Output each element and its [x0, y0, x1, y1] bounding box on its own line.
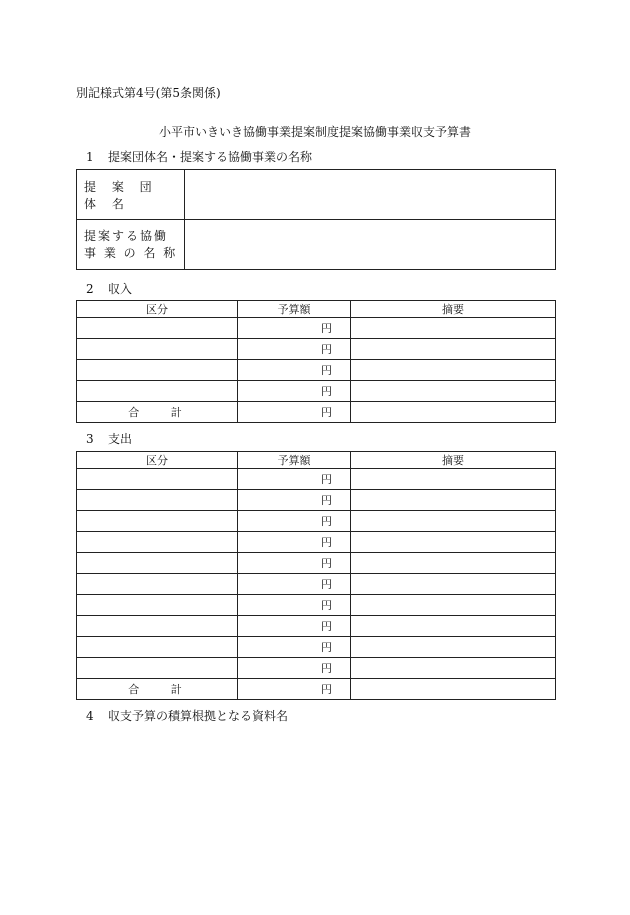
- project-name-label-line1: 提案する協働: [84, 228, 169, 243]
- income-total-amount[interactable]: 円: [238, 402, 351, 423]
- expense-total-row: [77, 679, 556, 700]
- income-total-label: 合 計: [77, 402, 238, 423]
- expense-amount-cell[interactable]: 円: [238, 490, 351, 511]
- document-title: 小平市いきいき協働事業提案制度提案協働事業収支予算書: [158, 125, 471, 139]
- income-tekiyo-cell[interactable]: [351, 318, 556, 339]
- expense-row: [77, 511, 556, 532]
- project-name-label: [77, 220, 185, 270]
- expense-kubun-cell[interactable]: [77, 490, 238, 511]
- project-name-row: [77, 220, 556, 270]
- expense-amount-cell[interactable]: 円: [238, 616, 351, 637]
- income-col-tekiyo: 摘要: [351, 301, 556, 318]
- expense-amount-cell[interactable]: 円: [238, 595, 351, 616]
- expense-kubun-cell[interactable]: [77, 469, 238, 490]
- org-info-table: [76, 169, 556, 270]
- income-tekiyo-cell[interactable]: [351, 339, 556, 360]
- income-header-row: [77, 301, 556, 318]
- income-kubun-cell[interactable]: [77, 318, 238, 339]
- expense-tekiyo-cell[interactable]: [351, 658, 556, 679]
- expense-row: [77, 637, 556, 658]
- expense-row: [77, 490, 556, 511]
- income-total-row: [77, 402, 556, 423]
- income-col-yosan: 予算額: [238, 301, 351, 318]
- expense-total-label: 合 計: [77, 679, 238, 700]
- section-3-heading: [86, 430, 132, 447]
- expense-col-kubun: 区分: [77, 452, 238, 469]
- expense-row: [77, 658, 556, 679]
- income-row: [77, 381, 556, 402]
- section-1-number: 1: [86, 150, 94, 164]
- expense-kubun-cell[interactable]: [77, 616, 238, 637]
- expense-tekiyo-cell[interactable]: [351, 637, 556, 658]
- income-tekiyo-cell[interactable]: [351, 381, 556, 402]
- expense-table: [76, 451, 556, 700]
- expense-row: [77, 595, 556, 616]
- expense-amount-cell[interactable]: 円: [238, 532, 351, 553]
- section-3-number: 3: [86, 432, 94, 446]
- expense-amount-cell[interactable]: 円: [238, 658, 351, 679]
- expense-amount-cell[interactable]: 円: [238, 637, 351, 658]
- section-2-title: 収入: [108, 282, 133, 296]
- project-name-field[interactable]: [185, 220, 556, 270]
- expense-kubun-cell[interactable]: [77, 574, 238, 595]
- expense-row: [77, 553, 556, 574]
- income-amount-cell[interactable]: 円: [238, 360, 351, 381]
- org-name-label: 提 案 団 体 名: [77, 170, 185, 220]
- expense-kubun-cell[interactable]: [77, 658, 238, 679]
- org-name-row: [77, 170, 556, 220]
- expense-amount-cell[interactable]: 円: [238, 511, 351, 532]
- project-name-label-line2: 事 業 の 名 称: [84, 245, 178, 260]
- income-tekiyo-cell[interactable]: [351, 360, 556, 381]
- expense-tekiyo-cell[interactable]: [351, 574, 556, 595]
- section-1-heading: [86, 148, 312, 165]
- income-amount-cell[interactable]: 円: [238, 339, 351, 360]
- expense-tekiyo-cell[interactable]: [351, 553, 556, 574]
- expense-tekiyo-cell[interactable]: [351, 490, 556, 511]
- expense-tekiyo-cell[interactable]: [351, 469, 556, 490]
- expense-col-tekiyo: 摘要: [351, 452, 556, 469]
- form-number-label: 別記様式第4号(第5条関係): [76, 86, 221, 100]
- income-row: [77, 318, 556, 339]
- expense-kubun-cell[interactable]: [77, 637, 238, 658]
- expense-kubun-cell[interactable]: [77, 595, 238, 616]
- expense-row: [77, 532, 556, 553]
- expense-amount-cell[interactable]: 円: [238, 553, 351, 574]
- expense-tekiyo-cell[interactable]: [351, 595, 556, 616]
- section-2-heading: [86, 280, 132, 297]
- income-row: [77, 339, 556, 360]
- expense-row: [77, 574, 556, 595]
- expense-tekiyo-cell[interactable]: [351, 616, 556, 637]
- expense-row: [77, 616, 556, 637]
- expense-kubun-cell[interactable]: [77, 553, 238, 574]
- expense-amount-cell[interactable]: 円: [238, 574, 351, 595]
- expense-total-amount[interactable]: 円: [238, 679, 351, 700]
- expense-kubun-cell[interactable]: [77, 511, 238, 532]
- income-col-kubun: 区分: [77, 301, 238, 318]
- expense-header-row: [77, 452, 556, 469]
- income-amount-cell[interactable]: 円: [238, 381, 351, 402]
- income-table: [76, 300, 556, 423]
- income-kubun-cell[interactable]: [77, 381, 238, 402]
- income-kubun-cell[interactable]: [77, 339, 238, 360]
- expense-row: [77, 469, 556, 490]
- expense-total-tekiyo[interactable]: [351, 679, 556, 700]
- income-total-tekiyo[interactable]: [351, 402, 556, 423]
- expense-col-yosan: 予算額: [238, 452, 351, 469]
- section-3-title: 支出: [108, 432, 133, 446]
- section-4-title: 収支予算の積算根拠となる資料名: [108, 709, 289, 723]
- expense-tekiyo-cell[interactable]: [351, 511, 556, 532]
- income-amount-cell[interactable]: 円: [238, 318, 351, 339]
- expense-tekiyo-cell[interactable]: [351, 532, 556, 553]
- income-row: [77, 360, 556, 381]
- section-1-title: 提案団体名・提案する協働事業の名称: [108, 150, 313, 164]
- expense-kubun-cell[interactable]: [77, 532, 238, 553]
- section-4-heading: [86, 707, 288, 724]
- income-kubun-cell[interactable]: [77, 360, 238, 381]
- expense-amount-cell[interactable]: 円: [238, 469, 351, 490]
- section-2-number: 2: [86, 282, 94, 296]
- section-4-number: 4: [86, 709, 94, 723]
- org-name-field[interactable]: [185, 170, 556, 220]
